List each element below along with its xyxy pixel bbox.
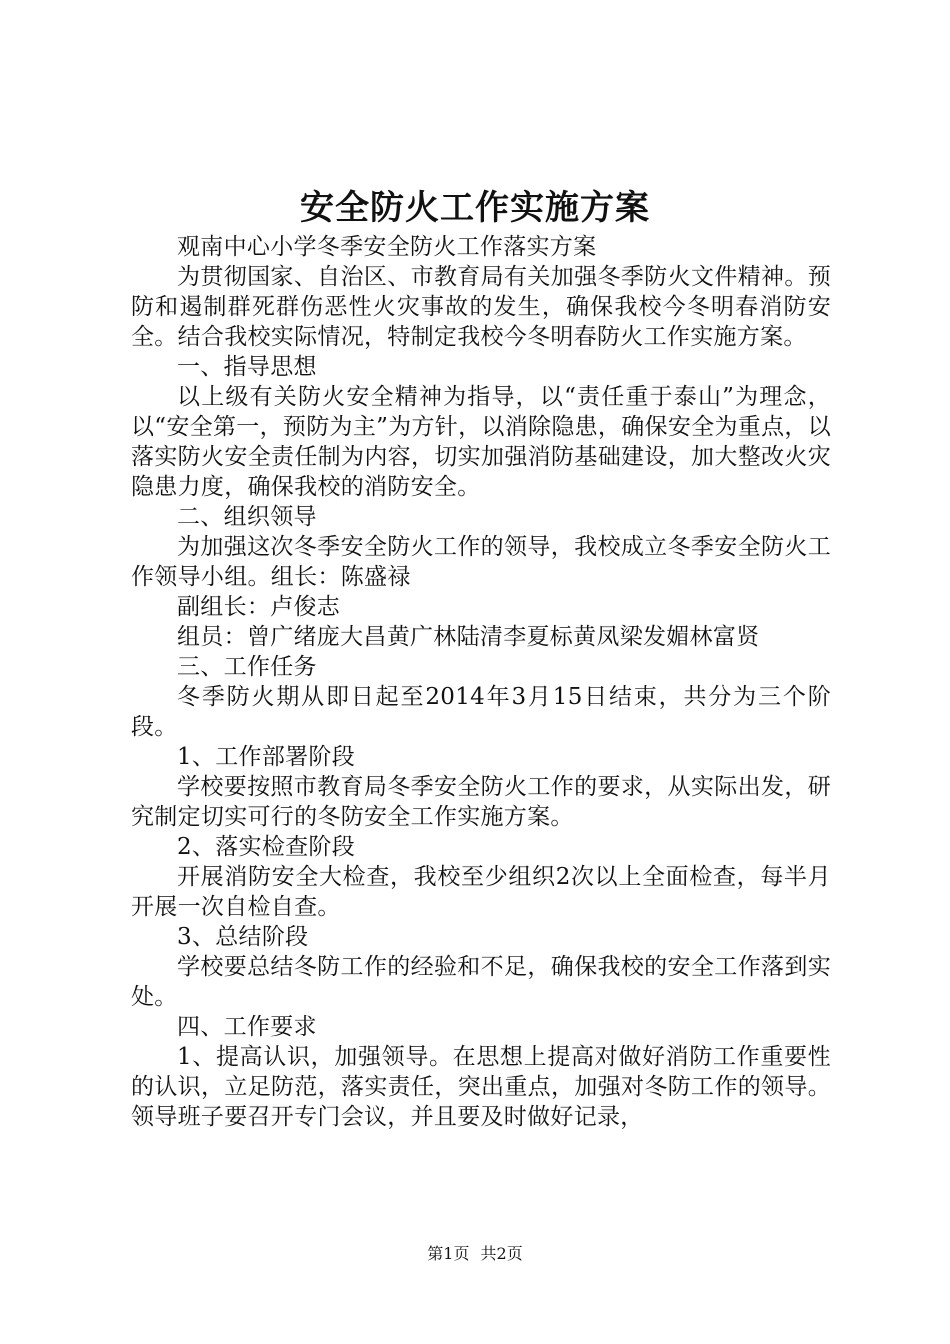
page-footer [0, 1243, 950, 1265]
paragraph-deputy-leader: 副组长：卢俊志 [177, 594, 341, 620]
page-number: 第1页 [427, 1244, 470, 1263]
paragraph-organization: 为加强这次冬季安全防火工作的领导，我校成立冬季安全防火工作领导小组。组长：陈盛禄 [131, 534, 831, 590]
paragraph-deployment: 学校要按照市教育局冬季安全防火工作的要求，从实际出发，研究制定切实可行的冬防安全工作实施方案。 [131, 774, 831, 830]
paragraph-tasks: 冬季防火期从即日起至2014年3月15日结束，共分为三个阶段。 [131, 684, 831, 740]
section-heading-requirements: 四、工作要求 [177, 1014, 317, 1040]
stage-heading-deployment: 1、工作部署阶段 [177, 744, 356, 770]
stage-heading-inspection: 2、落实检查阶段 [177, 834, 356, 860]
document-body [131, 232, 831, 1132]
paragraph-summary: 学校要总结冬防工作的经验和不足，确保我校的安全工作落到实处。 [131, 954, 831, 1010]
paragraph-members: 组员：曾广绪庞大昌黄广林陆清李夏标黄凤梁发媚林富贤 [177, 624, 760, 650]
stage-heading-summary: 3、总结阶段 [177, 924, 309, 950]
section-heading-guiding-thought: 一、指导思想 [177, 354, 317, 380]
paragraph-intro: 为贯彻国家、自治区、市教育局有关加强冬季防火文件精神。预防和遏制群死群伤恶性火灾事故的发生，确保我校今冬明春消防安全。结合我校实际情况，特制定我校今冬明春防火工作实施方案。 [131, 264, 831, 350]
paragraph-subtitle: 观南中心小学冬季安全防火工作落实方案 [177, 234, 597, 260]
paragraph-requirements: 1、提高认识，加强领导。在思想上提高对做好消防工作重要性的认识，立足防范，落实责任，突出重点，加强对冬防工作的领导。领导班子要召开专门会议，并且要及时做好记录， [131, 1044, 831, 1130]
document-title: 安全防火工作实施方案 [300, 188, 650, 228]
section-heading-tasks: 三、工作任务 [177, 654, 317, 680]
paragraph-inspection: 开展消防安全大检查，我校至少组织2次以上全面检查，每半月开展一次自检自查。 [131, 864, 831, 920]
section-heading-organization: 二、组织领导 [177, 504, 317, 530]
page-total: 共2页 [480, 1244, 523, 1263]
paragraph-guiding-thought: 以上级有关防火安全精神为指导，以“责任重于泰山”为理念，以“安全第一，预防为主”为方针，以消除隐患，确保安全为重点，以落实防火安全责任制为内容，切实加强消防基础建设，加大整改火灾隐患力度，确保我校的消防安全。 [131, 384, 831, 500]
